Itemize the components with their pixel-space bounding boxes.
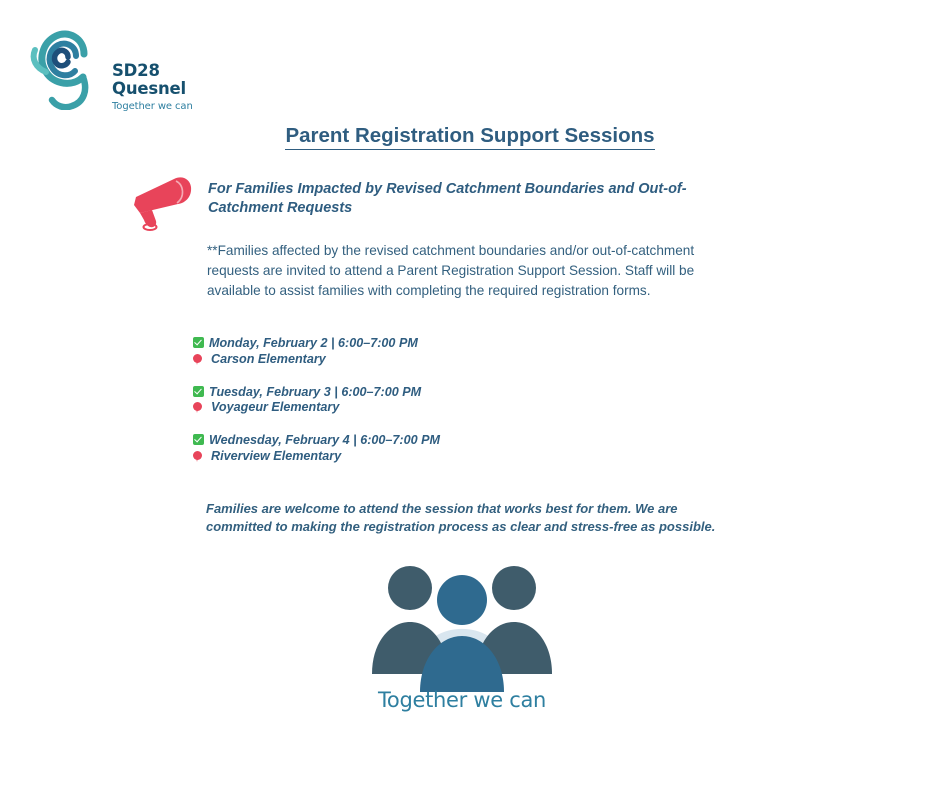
list-item — [193, 433, 733, 465]
session-location: Carson Elementary — [211, 351, 326, 366]
location-pin-icon — [193, 449, 209, 465]
session-datetime: Wednesday, February 4 | 6:00–7:00 PM — [209, 433, 441, 448]
session-location-line — [193, 352, 733, 368]
brand-logo — [26, 24, 211, 113]
session-datetime-line — [193, 336, 733, 352]
page-title — [0, 124, 940, 148]
logo-name: SD28 Quesnel — [112, 61, 186, 99]
check-mark-icon — [193, 433, 209, 448]
check-mark-icon — [193, 336, 209, 351]
document-body: **Families affected by the revised catchment boundaries and/or out-of-catchment requests are invited to attend a Parent Registration Support Session. Staff will be available to assist families with completing the required registration forms. — [207, 243, 695, 298]
list-item — [193, 385, 733, 417]
logo-wordmark — [112, 62, 212, 112]
session-datetime-line — [193, 385, 733, 401]
session-location: Voyageur Elementary — [211, 400, 340, 415]
logo-tagline: Together we can — [112, 101, 193, 113]
megaphone-icon — [130, 173, 202, 233]
session-list — [193, 336, 733, 482]
list-item — [193, 336, 733, 368]
session-location-line — [193, 449, 733, 465]
check-mark-icon — [193, 385, 209, 400]
footer-caption: Together we can — [377, 688, 547, 712]
spiral-logo-icon — [26, 24, 106, 110]
session-datetime: Monday, February 2 | 6:00–7:00 PM — [209, 336, 418, 350]
session-datetime-line — [193, 433, 733, 449]
page-title-text: Parent Registration Support Sessions — [285, 124, 654, 150]
closing-note: Families are welcome to attend the session that works best for them. We are committed to making the registration process as clear and stress-free as possible. — [206, 501, 716, 535]
session-datetime: Tuesday, February 3 | 6:00–7:00 PM — [209, 384, 422, 399]
session-location: Riverview Elementary — [211, 449, 342, 464]
location-pin-icon — [193, 400, 209, 416]
session-location-line — [193, 400, 733, 416]
document-subtitle: For Families Impacted by Revised Catchment Boundaries and Out-of-Catchment Requests — [208, 181, 687, 217]
location-pin-icon — [193, 352, 209, 368]
